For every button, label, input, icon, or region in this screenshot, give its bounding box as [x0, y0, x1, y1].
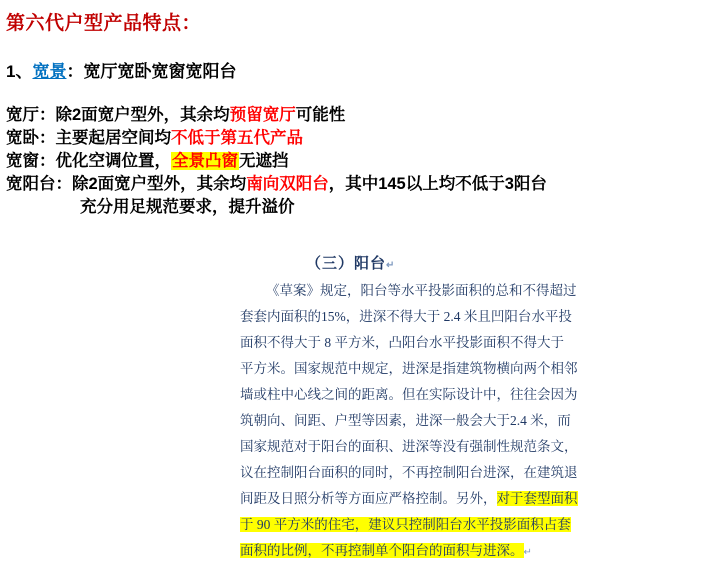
- section-keyword: 宽景: [32, 62, 67, 81]
- document-line-4: 平方米。国家规范中规定，进深是指建筑物横向两个相邻: [240, 361, 578, 376]
- feature-row-kuanting: [6, 104, 547, 127]
- feature-post-kuanting: 可能性: [295, 106, 346, 124]
- document-highlight-2: 于 90 平方米的住宅，建议只控制阳台水平投影面积占套: [240, 517, 571, 532]
- paragraph-end-mark-icon: ↵: [523, 547, 532, 558]
- feature-post-kuanchuang: 无遮挡: [239, 152, 289, 170]
- document-heading: [306, 252, 395, 273]
- feature-highlight-kuanting: 预留宽厅: [229, 106, 296, 124]
- document-line-11: [240, 538, 724, 566]
- feature-label-kuanwo: 宽卧：: [6, 129, 56, 147]
- feature-pre-kuanting: 除2面宽户型外，其余均: [55, 106, 230, 124]
- feature-row-kuanyangtai: [6, 173, 547, 196]
- feature-highlight-kuanwo: 不低于第五代产品: [171, 129, 303, 147]
- feature-row-kuanwo: [6, 127, 547, 150]
- feature-row-kuanchuang: [6, 150, 547, 173]
- document-line-5: 墙或柱中心线之间的距离。但在实际设计中，往往会因为: [240, 387, 578, 402]
- feature-highlight-kuanyangtai: 南向双阳台: [246, 175, 329, 193]
- page-title: 第六代户型产品特点：: [6, 13, 202, 34]
- document-line-6: 筑朝向、间距、户型等因素，进深一般会大于2.4 米，而: [240, 413, 571, 428]
- document-line-3: 面积不得大于 8 平方米，凸阳台水平投影面积不得大于: [240, 335, 564, 350]
- document-highlight-3: 面积的比例，不再控制单个阳台的面积与进深。: [240, 543, 524, 558]
- document-line-1: 《草案》规定，阳台等水平投影面积的总和不得超过: [266, 283, 577, 298]
- document-line-8: 议在控制阳台面积的同时，不再控制阳台进深，在建筑退: [240, 465, 578, 480]
- document-line-2: [240, 304, 724, 330]
- section-number: 1、: [6, 62, 33, 81]
- feature-pre-kuanchuang: 优化空调位置，: [55, 152, 171, 170]
- document-line-7: 国家规范对于阳台的面积、进深等没有强制性规范条文，: [240, 439, 578, 454]
- feature-pre-kuanyangtai: 除2面宽户型外，其余均: [72, 175, 247, 193]
- document-line-9-text: 间距及日照分析等方面应严格控制。另外，: [240, 491, 497, 506]
- feature-label-kuanyangtai: 宽阳台：: [6, 175, 72, 193]
- document-body: [240, 278, 724, 566]
- feature-pre-kuanwo: 主要起居空间均: [55, 129, 171, 147]
- feature-list: [6, 104, 547, 219]
- document-heading-text: （三）阳台: [306, 256, 387, 272]
- section-heading-1: [6, 57, 236, 82]
- pasted-document-clip: [232, 250, 724, 558]
- feature-row-note: 充分用足规范要求，提升溢价: [80, 198, 295, 216]
- document-line-9: [240, 486, 724, 512]
- section-subtitle: ：宽厅宽卧宽窗宽阳台: [66, 62, 237, 81]
- feature-label-kuanchuang: 宽窗：: [6, 152, 56, 170]
- feature-post-kuanyangtai: ，其中145以上均不低于3阳台: [328, 175, 547, 193]
- document-highlight-1: 对于套型面积: [496, 491, 578, 506]
- document-line-10: [240, 512, 724, 538]
- feature-highlight-kuanchuang: 全景凸窗: [172, 152, 238, 170]
- document-line-2-text: 套套内面积的15%，进深不得大于 2.4 米且凹阳台水平投: [240, 309, 572, 324]
- feature-label-kuanting: 宽厅：: [6, 106, 56, 124]
- paragraph-mark-icon: ↵: [386, 260, 396, 271]
